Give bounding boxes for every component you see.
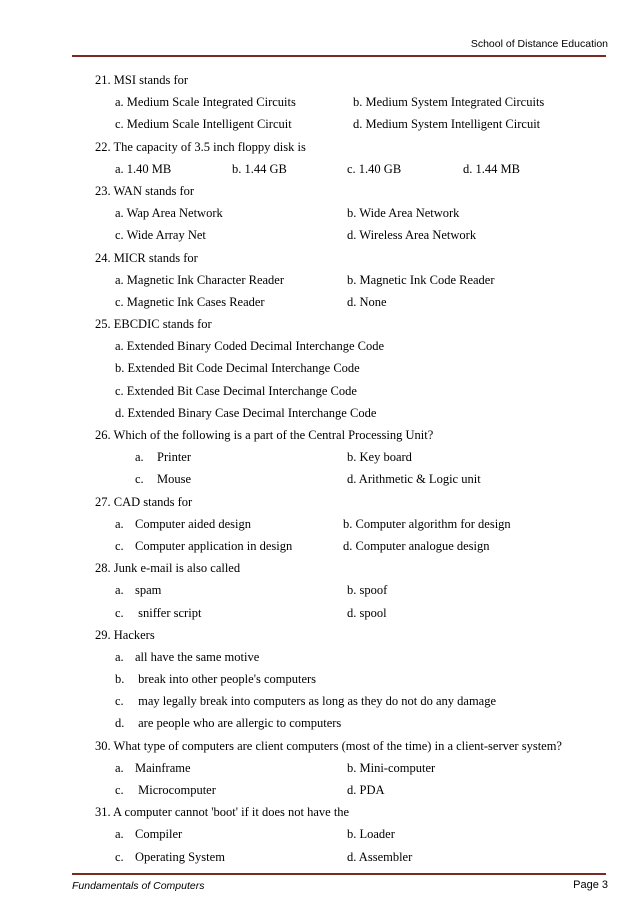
question-21 bbox=[95, 69, 608, 91]
option-c: c. Medium Scale Intelligent Circuit bbox=[115, 117, 292, 132]
option-b: b. Magnetic Ink Code Reader bbox=[347, 272, 495, 287]
option-d: d. Medium System Intelligent Circuit bbox=[353, 117, 541, 132]
option-row bbox=[95, 579, 608, 601]
option-a: a. Magnetic Ink Character Reader bbox=[115, 272, 285, 287]
question-text: 26. Which of the following is a part of the Central Processing Unit? bbox=[95, 428, 434, 442]
header-rule bbox=[72, 55, 606, 57]
option-d: d. Wireless Area Network bbox=[347, 228, 477, 243]
option-label: a. bbox=[115, 516, 124, 531]
option-b: b. 1.44 GB bbox=[232, 161, 287, 176]
option-row bbox=[95, 224, 608, 246]
option-label: c. bbox=[115, 538, 124, 553]
question-text: 31. A computer cannot 'boot' if it does not have the bbox=[95, 805, 350, 820]
option-row bbox=[95, 91, 608, 113]
option-d: d. Computer analogue design bbox=[343, 538, 490, 553]
header-title: School of Distance Education bbox=[470, 38, 608, 50]
option-label: a. bbox=[115, 583, 124, 598]
option-d: d. spool bbox=[347, 605, 387, 620]
question-30 bbox=[95, 735, 608, 757]
option-d: d. 1.44 MB bbox=[463, 161, 520, 176]
option-row bbox=[95, 712, 608, 734]
question-text: 24. MICR stands for bbox=[95, 250, 198, 265]
option-row bbox=[95, 357, 608, 379]
page-number: Page 3 bbox=[573, 879, 608, 891]
option-row bbox=[95, 468, 608, 490]
option-a: a. Extended Binary Coded Decimal Interchange Code bbox=[115, 339, 385, 354]
option-label: c. bbox=[115, 605, 124, 620]
option-b: b. Wide Area Network bbox=[347, 206, 460, 221]
option-label: c. bbox=[115, 783, 124, 797]
question-29 bbox=[95, 624, 608, 646]
question-text: 23. WAN stands for bbox=[95, 183, 195, 198]
option-label: a. bbox=[115, 827, 124, 842]
option-row bbox=[95, 646, 608, 668]
option-c bbox=[115, 690, 496, 712]
option-b: b. Key board bbox=[347, 450, 412, 465]
option-b: b. Loader bbox=[347, 827, 395, 842]
option-label: c. bbox=[115, 694, 124, 709]
question-text: 22. The capacity of 3.5 inch floppy disk is bbox=[95, 139, 306, 154]
question-text: 28. Junk e-mail is also called bbox=[95, 561, 241, 576]
question-31 bbox=[95, 801, 608, 823]
option-c: c. Extended Bit Case Decimal Interchange Code bbox=[115, 383, 357, 398]
option-row bbox=[95, 535, 608, 557]
option-row bbox=[95, 402, 608, 424]
question-24 bbox=[95, 247, 608, 269]
footer-title: Fundamentals of Computers bbox=[72, 880, 205, 892]
option-b: b. spoof bbox=[347, 583, 388, 598]
option-text: Mouse bbox=[157, 472, 192, 487]
option-d: d. PDA bbox=[347, 783, 385, 797]
option-c bbox=[115, 602, 201, 624]
option-label: a. bbox=[115, 760, 124, 775]
option-c: c. Wide Array Net bbox=[115, 228, 206, 243]
option-row bbox=[95, 690, 608, 712]
option-b: b. Medium System Integrated Circuits bbox=[353, 95, 545, 110]
option-b: b. Computer algorithm for design bbox=[343, 516, 511, 531]
option-row bbox=[95, 513, 608, 535]
option-row bbox=[95, 113, 608, 135]
option-row bbox=[95, 757, 608, 779]
option-text: Computer aided design bbox=[135, 516, 251, 531]
option-text: Microcomputer bbox=[135, 783, 216, 797]
option-a bbox=[115, 757, 191, 779]
option-d: d. None bbox=[347, 294, 387, 309]
option-row bbox=[95, 779, 608, 801]
question-text: 21. MSI stands for bbox=[95, 73, 189, 87]
question-text: 29. Hackers bbox=[95, 627, 155, 642]
option-text: spam bbox=[135, 583, 162, 598]
option-row bbox=[95, 846, 608, 868]
option-a bbox=[115, 646, 259, 668]
option-a bbox=[135, 446, 191, 468]
option-label: b. bbox=[115, 672, 125, 687]
question-23 bbox=[95, 180, 608, 202]
option-label: a. bbox=[115, 649, 124, 664]
option-text: Computer application in design bbox=[135, 538, 293, 553]
option-row bbox=[95, 202, 608, 224]
option-c bbox=[115, 846, 225, 868]
option-a: a. 1.40 MB bbox=[115, 161, 172, 176]
option-text: are people who are allergic to computers bbox=[135, 716, 342, 731]
option-c bbox=[115, 535, 292, 557]
option-text: Printer bbox=[157, 450, 192, 465]
option-a bbox=[115, 579, 161, 601]
option-row bbox=[95, 668, 608, 690]
option-label: a. bbox=[135, 450, 144, 465]
option-c: c. Magnetic Ink Cases Reader bbox=[115, 294, 265, 309]
option-c: c. 1.40 GB bbox=[347, 161, 402, 176]
option-text: sniffer script bbox=[135, 605, 202, 620]
option-d: d. Arithmetic & Logic unit bbox=[347, 472, 481, 487]
question-text: 25. EBCDIC stands for bbox=[95, 317, 212, 332]
option-text: Mainframe bbox=[135, 760, 191, 775]
option-text: break into other people's computers bbox=[135, 672, 317, 687]
footer-rule bbox=[72, 873, 606, 875]
option-label: c. bbox=[135, 472, 144, 487]
question-25 bbox=[95, 313, 608, 335]
option-text: may legally break into computers as long as they do not do any damage bbox=[135, 694, 497, 709]
option-text: Compiler bbox=[135, 827, 183, 842]
option-row bbox=[95, 158, 608, 180]
question-text: 27. CAD stands for bbox=[95, 494, 193, 509]
option-row bbox=[95, 335, 608, 357]
option-d: d. Assembler bbox=[347, 849, 413, 864]
option-row bbox=[95, 446, 608, 468]
option-b: b. Extended Bit Code Decimal Interchange Code bbox=[115, 361, 360, 376]
question-26 bbox=[95, 424, 608, 446]
question-22 bbox=[95, 136, 608, 158]
option-a bbox=[115, 823, 182, 845]
question-list bbox=[95, 69, 608, 868]
option-row bbox=[95, 602, 608, 624]
option-b: b. Mini-computer bbox=[347, 760, 436, 775]
question-27 bbox=[95, 491, 608, 513]
question-28 bbox=[95, 557, 608, 579]
option-d bbox=[115, 712, 341, 734]
option-row bbox=[95, 380, 608, 402]
option-row bbox=[95, 823, 608, 845]
option-row bbox=[95, 269, 608, 291]
option-c bbox=[135, 468, 191, 490]
option-b bbox=[115, 668, 316, 690]
option-label: c. bbox=[115, 849, 124, 864]
option-label: d. bbox=[115, 716, 125, 731]
option-row bbox=[95, 291, 608, 313]
option-c bbox=[115, 779, 216, 801]
option-text: all have the same motive bbox=[135, 649, 260, 664]
option-a: a. Wap Area Network bbox=[115, 206, 223, 221]
question-text: 30. What type of computers are client computers (most of the time) in a client-server system? bbox=[95, 738, 562, 753]
option-d: d. Extended Binary Case Decimal Interchange Code bbox=[115, 405, 377, 420]
option-a bbox=[115, 513, 251, 535]
option-a: a. Medium Scale Integrated Circuits bbox=[115, 95, 296, 110]
option-text: Operating System bbox=[135, 849, 225, 864]
